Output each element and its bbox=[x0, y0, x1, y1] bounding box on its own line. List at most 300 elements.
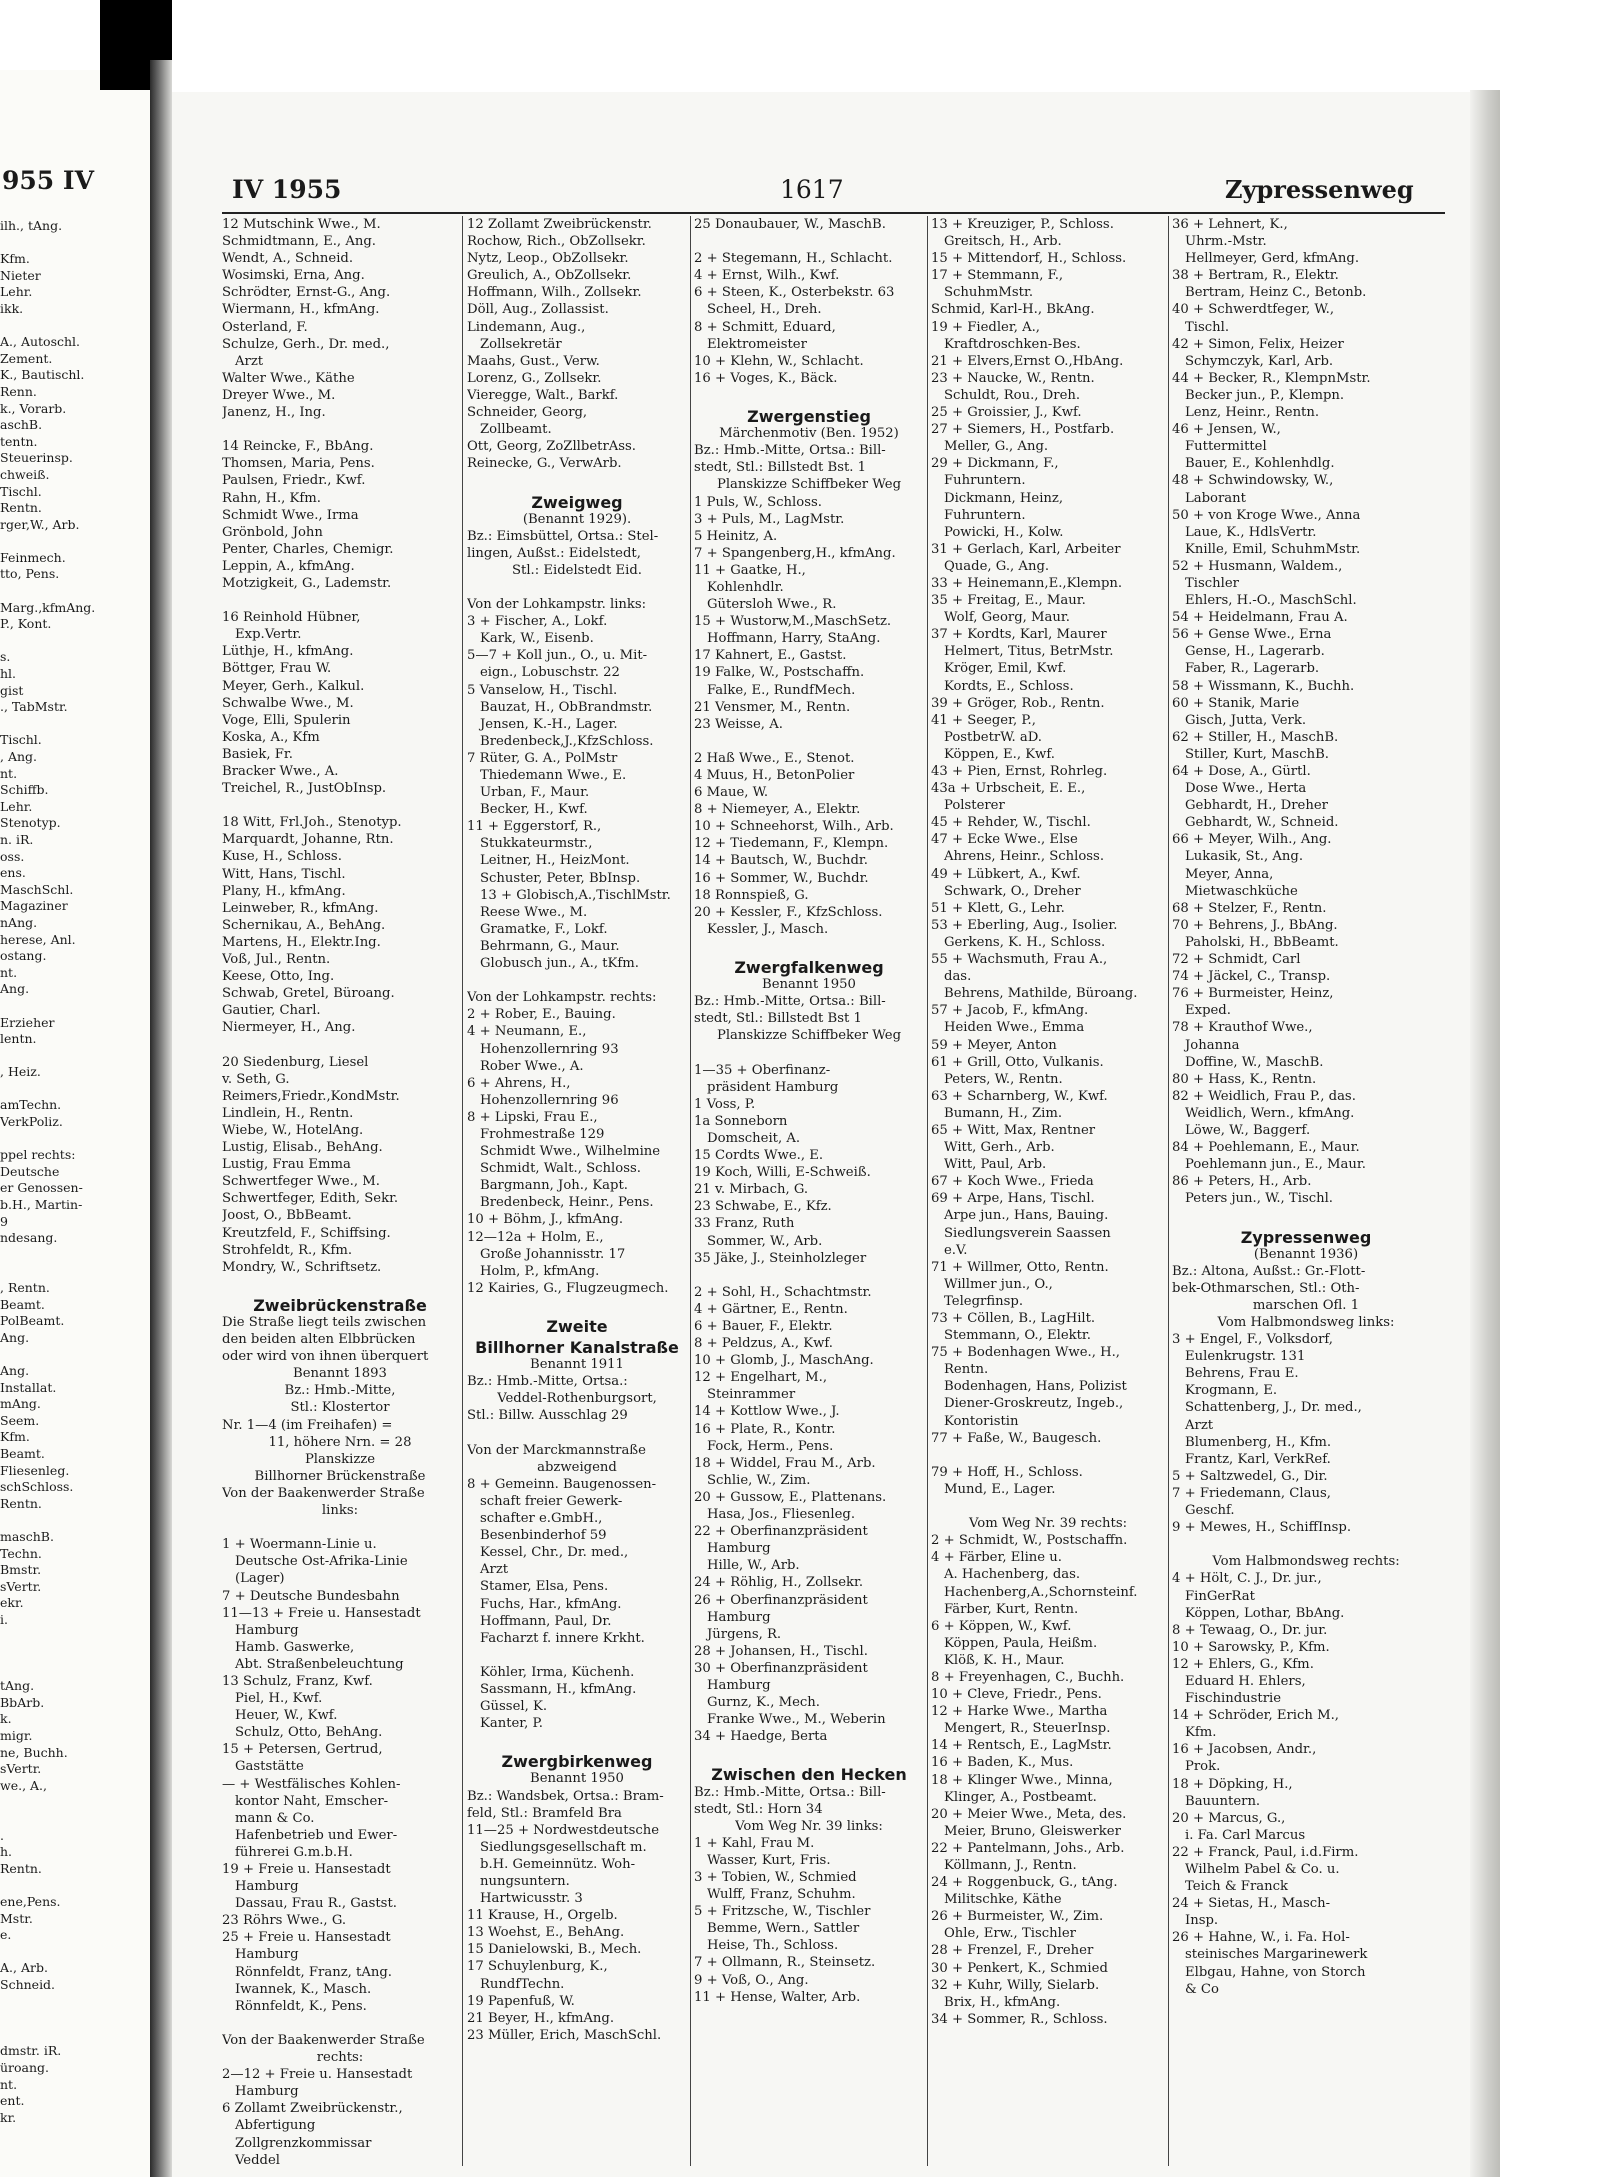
directory-line: Jürgens, R. bbox=[707, 1626, 782, 1642]
directory-line: Lindlein, H., Rentn. bbox=[222, 1105, 354, 1121]
directory-line: 52 + Husmann, Waldem., bbox=[1172, 558, 1343, 574]
previous-page-line: er Genossen- bbox=[0, 1180, 83, 1196]
directory-line: Paholski, H., BbBeamt. bbox=[1185, 934, 1339, 950]
directory-line: bek-Othmarschen, Stl.: Oth- bbox=[1172, 1280, 1360, 1296]
directory-line: Benannt 1893 bbox=[293, 1366, 387, 1382]
directory-line: 20 + Meier Wwe., Meta, des. bbox=[931, 1806, 1127, 1822]
directory-line: Reimers,Friedr.,KondMstr. bbox=[222, 1088, 400, 1104]
directory-line: Holm, P., kfmAng. bbox=[480, 1263, 600, 1279]
directory-line: Teich & Franck bbox=[1185, 1879, 1288, 1895]
directory-line: Schlie, W., Zim. bbox=[707, 1472, 811, 1488]
previous-page-line: s. bbox=[0, 649, 11, 665]
directory-line: 1—35 + Oberfinanz- bbox=[694, 1062, 831, 1078]
street-heading: Zwergbirkenweg bbox=[501, 1752, 653, 1772]
directory-line: 31 + Gerlach, Karl, Arbeiter bbox=[931, 541, 1121, 557]
previous-page-line: ne, Buchh. bbox=[0, 1744, 68, 1760]
directory-line: Witt, Gerh., Arb. bbox=[944, 1140, 1055, 1156]
previous-page-line: lentn. bbox=[0, 1031, 37, 1047]
directory-line: Stl.: Klostertor bbox=[290, 1400, 390, 1416]
directory-line: Bauer, E., Kohlenhdlg. bbox=[1185, 456, 1335, 472]
directory-line: 9 + Voß, O., Ang. bbox=[694, 1972, 809, 1988]
directory-line: Köppen, Paula, Heißm. bbox=[944, 1635, 1098, 1651]
directory-line: 14 Reincke, F., BbAng. bbox=[222, 439, 374, 455]
directory-line: Gense, H., Lagerarb. bbox=[1185, 644, 1325, 660]
directory-line: Tischler bbox=[1185, 575, 1239, 591]
directory-line: Peters jun., W., Tischl. bbox=[1185, 1191, 1333, 1207]
previous-page-line bbox=[0, 533, 150, 550]
directory-line: 43a + Urbscheit, E. E., bbox=[931, 781, 1086, 797]
directory-line: Schmidtmann, E., Ang. bbox=[222, 234, 376, 250]
directory-line: Sommer, W., Arb. bbox=[707, 1233, 823, 1249]
directory-line: Heiden Wwe., Emma bbox=[944, 1020, 1085, 1036]
directory-line: 13 + Globisch,A.,TischlMstr. bbox=[480, 887, 671, 903]
column-2 bbox=[467, 216, 687, 2166]
directory-line: 4 + Färber, Eline u. bbox=[931, 1550, 1062, 1566]
previous-page-line bbox=[0, 1877, 150, 1894]
directory-line: Schulze, Gerh., Dr. med., bbox=[222, 336, 390, 352]
directory-line: Planskizze bbox=[304, 1451, 376, 1467]
directory-line: 5 Heinitz, A. bbox=[694, 528, 778, 544]
directory-line: Greitsch, H., Arb. bbox=[944, 234, 1062, 250]
previous-page-line: Mstr. bbox=[0, 1910, 33, 1926]
directory-line: 21 Beyer, H., kfmAng. bbox=[467, 2010, 615, 2026]
previous-page-line bbox=[0, 1081, 150, 1098]
directory-line: Dassau, Frau R., Gastst. bbox=[235, 1896, 397, 1912]
directory-line: 62 + Stiller, H., MaschB. bbox=[1172, 729, 1339, 745]
directory-line: 82 + Weidlich, Frau P., das. bbox=[1172, 1088, 1356, 1104]
previous-page-line: i. bbox=[0, 1611, 8, 1627]
directory-line: Schernikau, A., BehAng. bbox=[222, 917, 386, 933]
directory-line: Hamburg bbox=[235, 1879, 299, 1895]
directory-line: 66 + Meyer, Wilh., Ang. bbox=[1172, 832, 1332, 848]
previous-page-line bbox=[0, 633, 150, 650]
directory-line: 3 + Fischer, A., Lokf. bbox=[467, 614, 608, 630]
directory-line: 20 + Gussow, E., Plattenans. bbox=[694, 1489, 887, 1505]
directory-line: 19 Koch, Willi, E-Schweiß. bbox=[694, 1165, 871, 1181]
directory-line: stedt, Stl.: Billstedt Bst. 1 bbox=[694, 460, 867, 476]
directory-line: 78 + Krauthof Wwe., bbox=[1172, 1020, 1313, 1036]
directory-line: Von der Baakenwerder Straße bbox=[222, 2032, 425, 2048]
column-1 bbox=[222, 216, 458, 2166]
directory-line: 22 + Pantelmann, Johs., Arb. bbox=[931, 1840, 1125, 1856]
previous-page-line: Marg.,kfmAng. bbox=[0, 599, 96, 615]
column-5 bbox=[1172, 216, 1440, 2166]
directory-line: Fuchs, Har., kfmAng. bbox=[480, 1596, 622, 1612]
directory-line: Lukasik, St., Ang. bbox=[1185, 849, 1304, 865]
directory-line: Gütersloh Wwe., R. bbox=[707, 597, 837, 613]
directory-line: Hasa, Jos., Fliesenleg. bbox=[707, 1507, 856, 1523]
directory-line: Poehlemann jun., E., Maur. bbox=[1185, 1157, 1366, 1173]
directory-line: Thiedemann Wwe., E. bbox=[480, 768, 627, 783]
directory-line: Lindemann, Aug., bbox=[467, 319, 586, 335]
directory-line: 41 + Seeger, P., bbox=[931, 712, 1036, 728]
directory-line: Fuhruntern. bbox=[944, 507, 1026, 523]
directory-line: Doffine, W., MaschB. bbox=[1185, 1054, 1324, 1070]
street-heading: Zypressenweg bbox=[1240, 1227, 1372, 1247]
directory-line: 24 + Röhlig, H., Zollsekr. bbox=[694, 1575, 864, 1591]
previous-page-line bbox=[0, 1131, 150, 1148]
directory-line: 16 + Sommer, W., Buchdr. bbox=[694, 870, 869, 886]
directory-line: 17 Kahnert, E., Gastst. bbox=[694, 648, 847, 664]
directory-line: Voge, Elli, Spulerin bbox=[222, 712, 351, 728]
directory-line: Kohlenhdlr. bbox=[707, 579, 784, 595]
directory-line: Stemmann, O., Elektr. bbox=[944, 1328, 1091, 1344]
directory-line: das. bbox=[944, 969, 972, 985]
directory-line: 84 + Poehlemann, E., Maur. bbox=[1172, 1140, 1360, 1156]
directory-line: Bracker Wwe., A. bbox=[222, 764, 339, 779]
previous-page-line: Kfm. bbox=[0, 251, 30, 267]
directory-line: 68 + Stelzer, F., Rentn. bbox=[1172, 900, 1327, 916]
previous-page-line: Zement. bbox=[0, 350, 53, 366]
directory-line: Urban, F., Maur. bbox=[480, 785, 590, 801]
directory-line: Besenbinderhof 59 bbox=[480, 1528, 607, 1544]
directory-line: 11 + Hense, Walter, Arb. bbox=[694, 1989, 861, 2005]
directory-line: marschen Ofl. 1 bbox=[1252, 1297, 1360, 1313]
directory-line: Paulsen, Friedr., Kwf. bbox=[222, 473, 366, 489]
directory-line: Meller, G., Ang. bbox=[944, 439, 1049, 455]
previous-page-line: ostang. bbox=[0, 948, 47, 964]
directory-line: Maahs, Gust., Verw. bbox=[467, 353, 600, 369]
directory-line: 16 + Plate, R., Kontr. bbox=[694, 1421, 836, 1437]
directory-line: Meier, Bruno, Gleiswerker bbox=[944, 1823, 1121, 1839]
directory-line: Ott, Georg, ZoZllbetrAss. bbox=[467, 439, 637, 455]
directory-line: Klöß, K. H., Maur. bbox=[944, 1652, 1065, 1668]
directory-line: b.H. Gemeinnütz. Woh- bbox=[480, 1856, 636, 1872]
directory-line: Iwannek, K., Masch. bbox=[235, 1981, 372, 1997]
previous-page-line: we., A., bbox=[0, 1777, 47, 1793]
directory-line: (Lager) bbox=[235, 1571, 285, 1587]
previous-page-line bbox=[0, 1263, 150, 1280]
directory-line: 24 + Roggenbuck, G., tAng. bbox=[931, 1875, 1118, 1891]
directory-line: Wosimski, Erna, Ang. bbox=[222, 268, 365, 284]
directory-line: Benannt 1911 bbox=[530, 1357, 624, 1373]
directory-line: Kreutzfeld, F., Schiffsing. bbox=[222, 1225, 391, 1241]
directory-line: Dose Wwe., Herta bbox=[1185, 781, 1307, 797]
page-header-right: Zypressenweg bbox=[1225, 175, 1414, 204]
street-heading: Zweite bbox=[546, 1317, 608, 1336]
previous-page-line: üroang. bbox=[0, 2059, 50, 2075]
directory-line: Frohmestraße 129 bbox=[480, 1126, 605, 1142]
directory-line: Von der Lohkampstr. rechts: bbox=[467, 990, 657, 1006]
previous-page-line: Rentn. bbox=[0, 1860, 42, 1876]
directory-line: 22 + Oberfinanzpräsident bbox=[694, 1524, 868, 1540]
previous-page-line: 9 bbox=[0, 1213, 8, 1229]
directory-line bbox=[467, 1425, 687, 1442]
directory-line: Plany, H., kfmAng. bbox=[222, 883, 346, 899]
directory-line: Schmid, Karl-H., BkAng. bbox=[931, 302, 1095, 318]
previous-page-line: PolBeamt. bbox=[0, 1313, 65, 1329]
previous-page-line: Seem. bbox=[0, 1412, 40, 1428]
directory-line: präsident Hamburg bbox=[707, 1079, 839, 1095]
previous-page-line: K., Bautischl. bbox=[0, 367, 85, 383]
directory-line: Elbgau, Hahne, von Storch bbox=[1185, 1964, 1366, 1980]
previous-page-line bbox=[0, 2010, 150, 2027]
directory-line: stedt, Stl.: Billstedt Bst 1 bbox=[694, 1011, 862, 1027]
directory-line: Motzigkeit, G., Lademstr. bbox=[222, 575, 392, 591]
directory-line: 20 Siedenburg, Liesel bbox=[222, 1054, 369, 1070]
directory-line: steinisches Margarinewerk bbox=[1185, 1947, 1368, 1963]
directory-line: Rentn. bbox=[944, 1362, 989, 1378]
directory-line: Siedlungsgesellschaft m. bbox=[480, 1839, 647, 1855]
directory-line: Exped. bbox=[1185, 1003, 1231, 1019]
directory-line: Steinrammer bbox=[707, 1387, 796, 1403]
directory-line: Johanna bbox=[1185, 1037, 1240, 1053]
directory-line bbox=[694, 387, 924, 404]
directory-line: 44 + Becker, R., KlempnMstr. bbox=[1172, 370, 1371, 386]
previous-page-line: MaschSchl. bbox=[0, 881, 74, 897]
directory-line: 46 + Jensen, W., bbox=[1172, 422, 1281, 438]
directory-line: 18 Witt, Frl.Joh., Stenotyp. bbox=[222, 815, 402, 831]
directory-line: 25 + Freie u. Hansestadt bbox=[222, 1930, 391, 1946]
previous-page-line bbox=[0, 1994, 150, 2011]
directory-line: Basiek, Fr. bbox=[222, 746, 293, 762]
directory-line: Eduard H. Ehlers, bbox=[1185, 1673, 1306, 1689]
directory-line: Wilhelm Pabel & Co. u. bbox=[1185, 1862, 1340, 1877]
previous-page-line bbox=[0, 318, 150, 335]
directory-line bbox=[694, 1745, 924, 1762]
directory-line: 12 + Engelhart, M., bbox=[694, 1370, 828, 1386]
previous-page-line: hl. bbox=[0, 666, 17, 682]
directory-line: Vom Weg Nr. 39 rechts: bbox=[968, 1516, 1128, 1532]
directory-line: Rahn, H., Kfm. bbox=[222, 490, 321, 506]
directory-line: 8 + Niemeyer, A., Elektr. bbox=[694, 802, 861, 818]
directory-line: Schneider, Georg, bbox=[467, 405, 588, 421]
directory-line: 79 + Hoff, H., Schloss. bbox=[931, 1464, 1083, 1480]
directory-line: FinGerRat bbox=[1185, 1588, 1255, 1604]
directory-line: stedt, Stl.: Horn 34 bbox=[694, 1801, 823, 1817]
previous-page-line: Kfm. bbox=[0, 1429, 30, 1445]
directory-line: 16 + Baden, K., Mus. bbox=[931, 1755, 1074, 1771]
directory-line: Elektromeister bbox=[707, 336, 807, 352]
directory-line bbox=[467, 1732, 687, 1749]
directory-line: Behrens, Mathilde, Büroang. bbox=[944, 986, 1138, 1002]
directory-line: schaft freier Gewerk- bbox=[480, 1493, 623, 1509]
directory-line: Falke, E., RundfMech. bbox=[707, 682, 856, 698]
previous-page-line: , Ang. bbox=[0, 749, 37, 764]
previous-page-line bbox=[0, 235, 150, 252]
previous-page-line: Steuerinsp. bbox=[0, 450, 73, 466]
page-header-left: IV 1955 bbox=[232, 175, 342, 204]
directory-line: Willmer jun., O., bbox=[944, 1276, 1053, 1292]
directory-line bbox=[1172, 1207, 1440, 1224]
directory-line: Heuer, W., Kwf. bbox=[235, 1708, 338, 1724]
directory-line: 19 Falke, W., Postschaffn. bbox=[694, 665, 865, 681]
directory-line: rechts: bbox=[316, 2050, 364, 2066]
directory-line: Hohenzollernring 96 bbox=[480, 1092, 619, 1108]
directory-line: 23 Müller, Erich, MaschSchl. bbox=[467, 2027, 662, 2043]
directory-line: Köllmann, J., Rentn. bbox=[944, 1858, 1077, 1873]
directory-line: lingen, Außst.: Eidelstedt, bbox=[467, 545, 641, 561]
directory-line: 15 + Wustorw,M.,MaschSetz. bbox=[694, 614, 892, 630]
directory-line: 18 + Döpking, H., bbox=[1172, 1776, 1293, 1792]
directory-line: abzweigend bbox=[537, 1459, 617, 1475]
directory-line: 2—12 + Freie u. Hansestadt bbox=[222, 2067, 413, 2083]
directory-line: Greulich, A., ObZollsekr. bbox=[467, 268, 632, 284]
directory-line: Stamer, Elsa, Pens. bbox=[480, 1579, 609, 1595]
directory-line: 13 Woehst, E., BehAng. bbox=[467, 1925, 625, 1941]
directory-line: 54 + Heidelmann, Frau A. bbox=[1172, 610, 1348, 626]
directory-line: Rochow, Rich., ObZollsekr. bbox=[467, 234, 646, 250]
directory-line: Bz.: Altona, Außst.: Gr.-Flott- bbox=[1172, 1263, 1366, 1279]
directory-line: Köhler, Irma, Küchenh. bbox=[480, 1664, 635, 1680]
directory-line: Behrmann, G., Maur. bbox=[480, 938, 620, 954]
directory-line: Wiermann, H., kfmAng. bbox=[222, 302, 380, 318]
previous-page-line bbox=[0, 2027, 150, 2044]
directory-line: 7 + Ollmann, R., Steinsetz. bbox=[694, 1955, 876, 1971]
directory-line: Witt, Hans, Tischl. bbox=[222, 866, 346, 882]
directory-line: 23 Röhrs Wwe., G. bbox=[222, 1913, 347, 1929]
directory-line: 23 Weisse, A. bbox=[694, 716, 783, 732]
previous-page-line bbox=[0, 1944, 150, 1961]
directory-line: Veddel-Rothenburgsort, bbox=[497, 1391, 657, 1407]
directory-line: Mondry, W., Schriftsetz. bbox=[222, 1259, 382, 1275]
directory-line: 38 + Bertram, R., Elektr. bbox=[1172, 268, 1339, 284]
directory-line: Hamburg bbox=[235, 1947, 299, 1963]
directory-line: 28 + Frenzel, F., Dreher bbox=[931, 1943, 1094, 1959]
previous-page-line: Tischl. bbox=[0, 483, 42, 499]
directory-line: 3 + Puls, M., LagMstr. bbox=[694, 511, 845, 527]
directory-line: Hafenbetrieb und Ewer- bbox=[235, 1827, 398, 1843]
directory-line: Kessel, Chr., Dr. med., bbox=[480, 1545, 629, 1561]
previous-page-line: ens. bbox=[0, 865, 26, 881]
directory-line: 17 + Stemmann, F., bbox=[931, 268, 1064, 284]
directory-line: Von der Marckmannstraße bbox=[467, 1442, 646, 1458]
directory-line bbox=[222, 592, 458, 609]
directory-line: RundfTechn. bbox=[480, 1976, 565, 1992]
directory-line: Hamb. Gaswerke, bbox=[235, 1639, 355, 1655]
directory-line bbox=[694, 233, 924, 250]
directory-line: Bz.: Hmb.-Mitte, Ortsa.: Bill- bbox=[694, 994, 886, 1010]
previous-page-line bbox=[0, 998, 150, 1015]
directory-line: Bauuntern. bbox=[1185, 1793, 1261, 1809]
directory-line: 11 + Gaatke, H., bbox=[694, 562, 806, 578]
previous-page-line: A., Arb. bbox=[0, 1960, 48, 1976]
directory-line: 25 Donaubauer, W., MaschB. bbox=[694, 217, 886, 232]
directory-line: 45 + Rehder, W., Tischl. bbox=[931, 815, 1091, 831]
directory-line: Penter, Charles, Chemigr. bbox=[222, 541, 394, 557]
directory-line: 14 + Kottlow Wwe., J. bbox=[694, 1404, 840, 1420]
directory-line: 15 + Petersen, Gertrud, bbox=[222, 1742, 383, 1758]
directory-line: Planskizze Schiffbeker Weg bbox=[716, 1028, 902, 1044]
directory-line: führerei G.m.b.H. bbox=[235, 1844, 353, 1860]
directory-line: Bredenbeck, Heinr., Pens. bbox=[480, 1195, 654, 1211]
directory-line bbox=[1172, 1536, 1440, 1553]
directory-line: 6 + Köppen, W., Kwf. bbox=[931, 1618, 1072, 1634]
directory-line: Schuldt, Rou., Dreh. bbox=[944, 387, 1081, 403]
previous-page-line: aschB. bbox=[0, 417, 43, 433]
previous-page-line: Renn. bbox=[0, 383, 37, 399]
directory-line: 15 Cordts Wwe., E. bbox=[694, 1148, 824, 1164]
previous-page-line bbox=[0, 1048, 150, 1065]
directory-line: 11—25 + Nordwestdeutsche bbox=[467, 1822, 660, 1838]
directory-line: Hellmeyer, Gerd, kfmAng. bbox=[1185, 251, 1360, 267]
directory-line: 10 + Klehn, W., Schlacht. bbox=[694, 353, 864, 369]
directory-line: Döll, Aug., Zollassist. bbox=[467, 302, 609, 318]
directory-line: 18 Ronnspieß, G. bbox=[694, 887, 809, 903]
directory-line bbox=[222, 1519, 458, 1536]
previous-page-line: tentn. bbox=[0, 433, 38, 449]
directory-line: Köppen, Lothar, BbAng. bbox=[1185, 1605, 1345, 1621]
directory-line: Jensen, K.-H., Lager. bbox=[480, 716, 618, 732]
directory-line: 6 Zollamt Zweibrückenstr., bbox=[222, 2101, 403, 2117]
previous-page-line: nt. bbox=[0, 2076, 18, 2092]
previous-page-line: migr. bbox=[0, 1728, 33, 1744]
directory-line: 11 Krause, H., Orgelb. bbox=[467, 1908, 618, 1924]
directory-line: 30 + Penkert, K., Schmied bbox=[931, 1960, 1108, 1976]
directory-line: Von der Lohkampstr. links: bbox=[467, 597, 647, 613]
directory-line: Koska, A., Kfm bbox=[222, 729, 320, 745]
previous-page-line bbox=[0, 1645, 150, 1662]
directory-line: Fischindustrie bbox=[1185, 1691, 1282, 1707]
directory-line: Benannt 1950 bbox=[762, 977, 856, 993]
directory-line: Dickmann, Heinz, bbox=[944, 490, 1064, 506]
previous-page-line: Bmstr. bbox=[0, 1562, 42, 1578]
directory-line: Schwark, O., Dreher bbox=[944, 883, 1081, 899]
directory-line: 77 + Faße, W., Baugesch. bbox=[931, 1430, 1102, 1446]
directory-line: den beiden alten Elbbrücken bbox=[222, 1332, 416, 1348]
directory-line: 2 + Rober, E., Bauing. bbox=[467, 1007, 616, 1023]
directory-line: 4 Muus, H., BetonPolier bbox=[694, 768, 855, 783]
directory-line: Gurnz, K., Mech. bbox=[707, 1695, 820, 1711]
directory-line: 19 + Freie u. Hansestadt bbox=[222, 1862, 391, 1877]
previous-page-line: Beamt. bbox=[0, 1445, 45, 1461]
directory-line: Abt. Straßenbeleuchtung bbox=[235, 1656, 404, 1672]
previous-page-line: gist bbox=[0, 682, 24, 698]
directory-line: Rönnfeldt, Franz, tAng. bbox=[235, 1964, 392, 1980]
directory-line: nungsuntern. bbox=[480, 1874, 570, 1889]
directory-line: Wasser, Kurt, Fris. bbox=[707, 1852, 831, 1868]
directory-line: 35 + Freitag, E., Maur. bbox=[931, 593, 1086, 609]
directory-line: 4 + Neumann, E., bbox=[467, 1024, 587, 1040]
directory-line: 43 + Pien, Ernst, Rohrleg. bbox=[931, 764, 1108, 779]
directory-line: Stl.: Billw. Ausschlag 29 bbox=[467, 1408, 628, 1424]
directory-line: Grönbold, John bbox=[222, 524, 323, 540]
directory-line: Böttger, Frau W. bbox=[222, 661, 332, 677]
directory-line: Hamburg bbox=[707, 1609, 771, 1625]
directory-line: Treichel, R., JustObInsp. bbox=[222, 781, 387, 797]
directory-line: Kark, W., Eisenb. bbox=[480, 631, 594, 647]
directory-line: 20 + Marcus, G., bbox=[1172, 1810, 1286, 1826]
directory-line: 4 + Hölt, C. J., Dr. jur., bbox=[1172, 1571, 1322, 1587]
directory-line: Schymczyk, Karl, Arb. bbox=[1185, 353, 1334, 369]
directory-line: Kanter, P. bbox=[480, 1716, 543, 1732]
previous-page-line: ppel rechts: bbox=[0, 1147, 76, 1163]
directory-line: 86 + Peters, H., Arb. bbox=[1172, 1174, 1312, 1190]
directory-line: Siedlungsverein Saassen bbox=[944, 1225, 1111, 1241]
directory-line: Hamburg bbox=[235, 2084, 299, 2100]
directory-line: 35 Jäke, J., Steinholzleger bbox=[694, 1250, 867, 1266]
directory-line: 4 + Ernst, Wilh., Kwf. bbox=[694, 268, 840, 284]
directory-line: 2 + Schmidt, W., Postschaffn. bbox=[931, 1533, 1128, 1549]
directory-line: 12 + Harke Wwe., Martha bbox=[931, 1704, 1108, 1720]
directory-line: Ohle, Erw., Tischler bbox=[944, 1926, 1076, 1942]
directory-line: 16 + Jacobsen, Andr., bbox=[1172, 1742, 1317, 1758]
directory-line: 1a Sonneborn bbox=[694, 1113, 788, 1129]
directory-line: 10 + Sarowsky, P., Kfm. bbox=[1172, 1639, 1330, 1655]
directory-line: Gisch, Jutta, Verk. bbox=[1185, 712, 1307, 728]
directory-line: Bargmann, Joh., Kapt. bbox=[480, 1178, 628, 1194]
directory-line: PostbetrW. aD. bbox=[944, 729, 1042, 745]
directory-line: Bredenbeck,J.,KfzSchloss. bbox=[480, 733, 654, 749]
directory-line: 69 + Arpe, Hans, Tischl. bbox=[931, 1191, 1095, 1207]
directory-line: 67 + Koch Wwe., Frieda bbox=[931, 1174, 1094, 1190]
directory-line: Voß, Jul., Rentn. bbox=[222, 952, 331, 968]
directory-line: Facharzt f. innere Krkht. bbox=[480, 1630, 645, 1646]
directory-line: Hamburg bbox=[235, 1622, 299, 1638]
previous-page-line: Rentn. bbox=[0, 1495, 42, 1511]
previous-page-line: Ang. bbox=[0, 1362, 30, 1378]
directory-line: 42 + Simon, Felix, Heizer bbox=[1172, 336, 1344, 352]
